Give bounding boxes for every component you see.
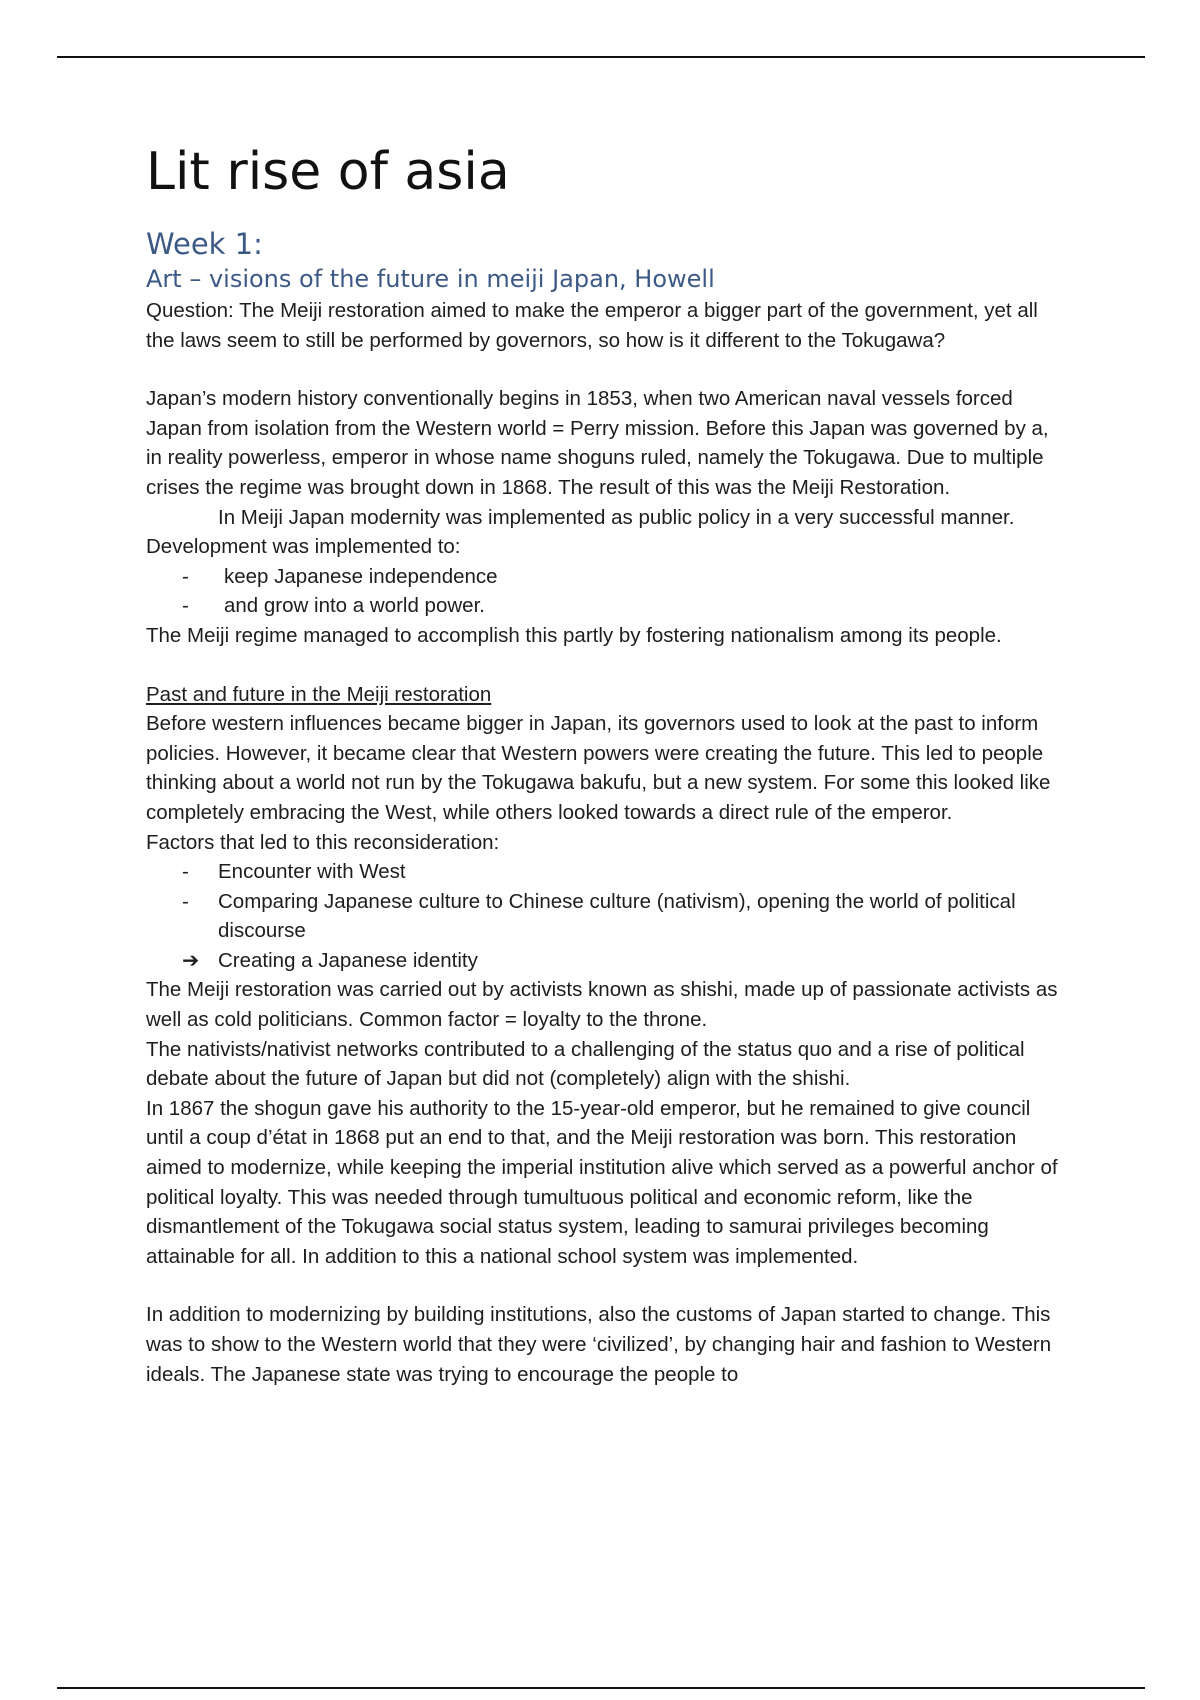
list-item: - Encounter with West	[146, 857, 1066, 887]
factors-intro: Factors that led to this reconsideration:	[146, 830, 500, 854]
section-heading: Art – visions of the future in meiji Japan, Howell	[146, 265, 715, 293]
blank-line	[146, 355, 1066, 384]
development-list	[146, 562, 1066, 621]
dash-marker: -	[182, 594, 189, 618]
document-page	[146, 140, 1066, 1389]
blank-line	[146, 651, 1066, 680]
list-item: ➔ Creating a Japanese identity	[146, 946, 1066, 976]
arrow-icon: ➔	[182, 948, 200, 972]
week-heading: Week 1:	[146, 227, 263, 261]
footer-rule	[57, 1687, 1145, 1689]
paragraph-customs: In addition to modernizing by building institutions, also the customs of Japan started to change. This was to show to the Western world that they were ‘civilized’, by changing hair and fashion to Western ideals. The Japanese state was trying to encourage the people to	[146, 1303, 1052, 1386]
blank-line	[146, 1271, 1066, 1300]
paragraph-1867: In 1867 the shogun gave his authority to the 15-year-old emperor, but he remained to give council until a coup d’état in 1868 put an end to that, and the Meiji restoration was born. This restoration aimed to modernize, while keeping the imperial institution alive which served as a powerful anchor of political loyalty. This was needed through tumultuous political and economic reform, like the dismantlement of the Tokugawa social status system, leading to samurai privileges becoming attainable for all. In addition to this a national school system was implemented.	[146, 1096, 1058, 1268]
document-title: Lit rise of asia	[146, 142, 510, 202]
paragraph-history: Japan’s modern history conventionally begins in 1853, when two American naval vessels forced Japan from isolation from the Western world = Perry mission. Before this Japan was governed by a, in reality powerless, emperor in whose name shoguns ruled, namely the Tokugawa. Due to multiple crises the regime was brought down in 1868. The result of this was the Meiji Restoration.	[146, 387, 1049, 499]
paragraph-nativists: The nativists/nativist networks contributed to a challenging of the status quo and a rise of political debate about the future of Japan but did not (completely) align with the shishi.	[146, 1037, 1025, 1091]
list-item: - Comparing Japanese culture to Chinese culture (nativism), opening the world of political discourse	[146, 887, 1066, 946]
dash-marker: -	[182, 860, 189, 884]
factors-list	[146, 857, 1066, 946]
dash-marker: -	[182, 564, 189, 588]
dash-marker: -	[182, 889, 189, 913]
paragraph-western-influence: Before western influences became bigger in Japan, its governors used to look at the past to inform policies. However, it became clear that Western powers were creating the future. This led to people thinking about a world not run by the Tokugawa bakufu, but a new system. For some this looked like completely embracing the West, while others looked towards a direct rule of the emperor.	[146, 712, 1051, 824]
list-item: - and grow into a world power.	[146, 591, 1066, 621]
question-paragraph: Question: The Meiji restoration aimed to make the emperor a bigger part of the government, yet all the laws seem to still be performed by governors, so how is it different to the Tokugawa?	[146, 299, 1038, 352]
list-item: - keep Japanese independence	[146, 562, 1066, 592]
subheading-past-future: Past and future in the Meiji restoration	[146, 682, 492, 706]
paragraph-shishi: The Meiji restoration was carried out by activists known as shishi, made up of passionate activists as well as cold politicians. Common factor = loyalty to the throne.	[146, 978, 1058, 1032]
header-rule	[57, 56, 1145, 58]
arrow-list	[146, 946, 1066, 976]
paragraph-modernity: In Meiji Japan modernity was implemented as public policy in a very successful manner. Development was implemented to:	[146, 505, 1015, 559]
paragraph-nationalism: The Meiji regime managed to accomplish this partly by fostering nationalism among its people.	[146, 623, 1002, 647]
